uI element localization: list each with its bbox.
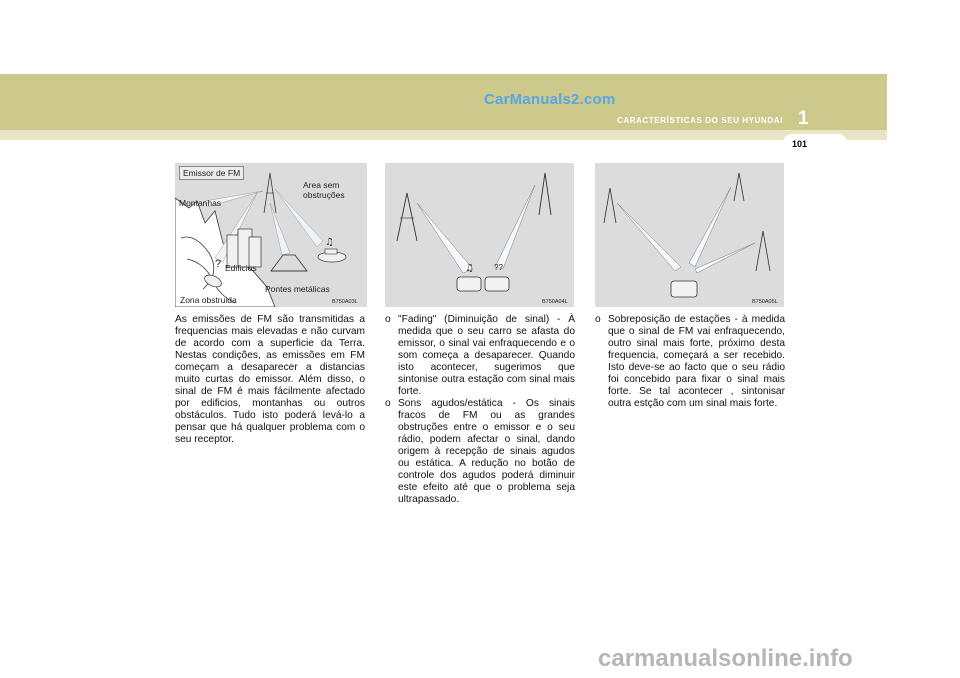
figure-station-overlap: [595, 163, 784, 307]
column1-paragraph: As emissões de FM são transmitidas a frequencias mais elevadas e não curvam de acordo com a superficie da Terra. Nestas condições, as emissões em FM começam a desaparecer a distancias muito curtas do emissor. Além disso, o sinal de FM é mais fácilmente afectado por edificios, montanhas ou outros obstáculos. Tudo isto poderá levá-lo a pensar que há qualquer problema com o seu receptor.: [175, 314, 365, 445]
figure2-code: B750A04L: [542, 299, 568, 305]
obstructed-zone-label: Zona obstruida: [180, 295, 237, 305]
section-title: CARACTERÍSTICAS DO SEU HYUNDAI: [617, 116, 784, 125]
header-band-lower: [0, 130, 887, 140]
bullet-marker: o: [595, 314, 601, 325]
top-watermark: CarManuals2.com: [484, 91, 616, 108]
fm-transmitter-label: Emissor de FM: [179, 166, 244, 180]
chapter-number: 1: [798, 108, 809, 129]
open-area-label: Area sem obstruções: [303, 180, 345, 200]
figure-fading: [385, 163, 574, 307]
svg-text:♫: ♫: [325, 237, 334, 248]
list-item: [595, 314, 785, 410]
list-item: [385, 398, 575, 506]
bullet-marker: o: [385, 314, 391, 325]
bullet-text: Sobreposição de estações - à medida que o sinal de FM vai enfraquecendo, outro sinal mais forte, próximo desta frequencia, começará a ser recebido. Isto deve-se ao facto que o seu rádio foi concebido para fixar o sinal mais forte. Se tal acontecer , sintonisar outra estção com um sinal mais forte.: [608, 314, 785, 409]
fading-illustration: [385, 163, 574, 307]
mountains-label: Montanhas: [179, 198, 222, 208]
page-number: 101: [792, 139, 808, 149]
svg-text:♫: ♫: [465, 263, 474, 274]
list-item: [385, 314, 575, 398]
column3-text: [595, 314, 785, 410]
column2-text: [385, 314, 575, 506]
station-overlap-illustration: [595, 163, 784, 307]
question-mark-label: ?: [215, 258, 222, 270]
buildings-label: Edificios: [225, 263, 257, 273]
footer-watermark: carmanualsonline.info: [598, 645, 853, 672]
bridges-label: Pontes metálicas: [265, 284, 330, 294]
figure-fm-obstructions: [175, 163, 367, 307]
bullet-text: "Fading" (Diminuição de sinal) - À medida que o seu carro se afasta do emissor, o sinal vai enfraquecendo e o som começa a desaparecer. Quando isto acontecer, sugerimos que sintonise outra estação com sinal mais forte.: [398, 314, 575, 397]
figure1-code: B750A03L: [332, 299, 358, 305]
figure3-code: B750A05L: [752, 299, 778, 305]
bullet-marker: o: [385, 398, 391, 409]
question-marks-label: ??: [494, 263, 503, 272]
bullet-text: Sons agudos/estática - Os sinais fracos de FM ou as grandes obstruções entre o emissor e o seu rádio, podem afectar o sinal, dando origem à recepção de sinais agudos ou estática. A redução no botão de controle dos agudos poderá diminuir este efeito até que o problema seja ultrapassado.: [398, 398, 575, 505]
